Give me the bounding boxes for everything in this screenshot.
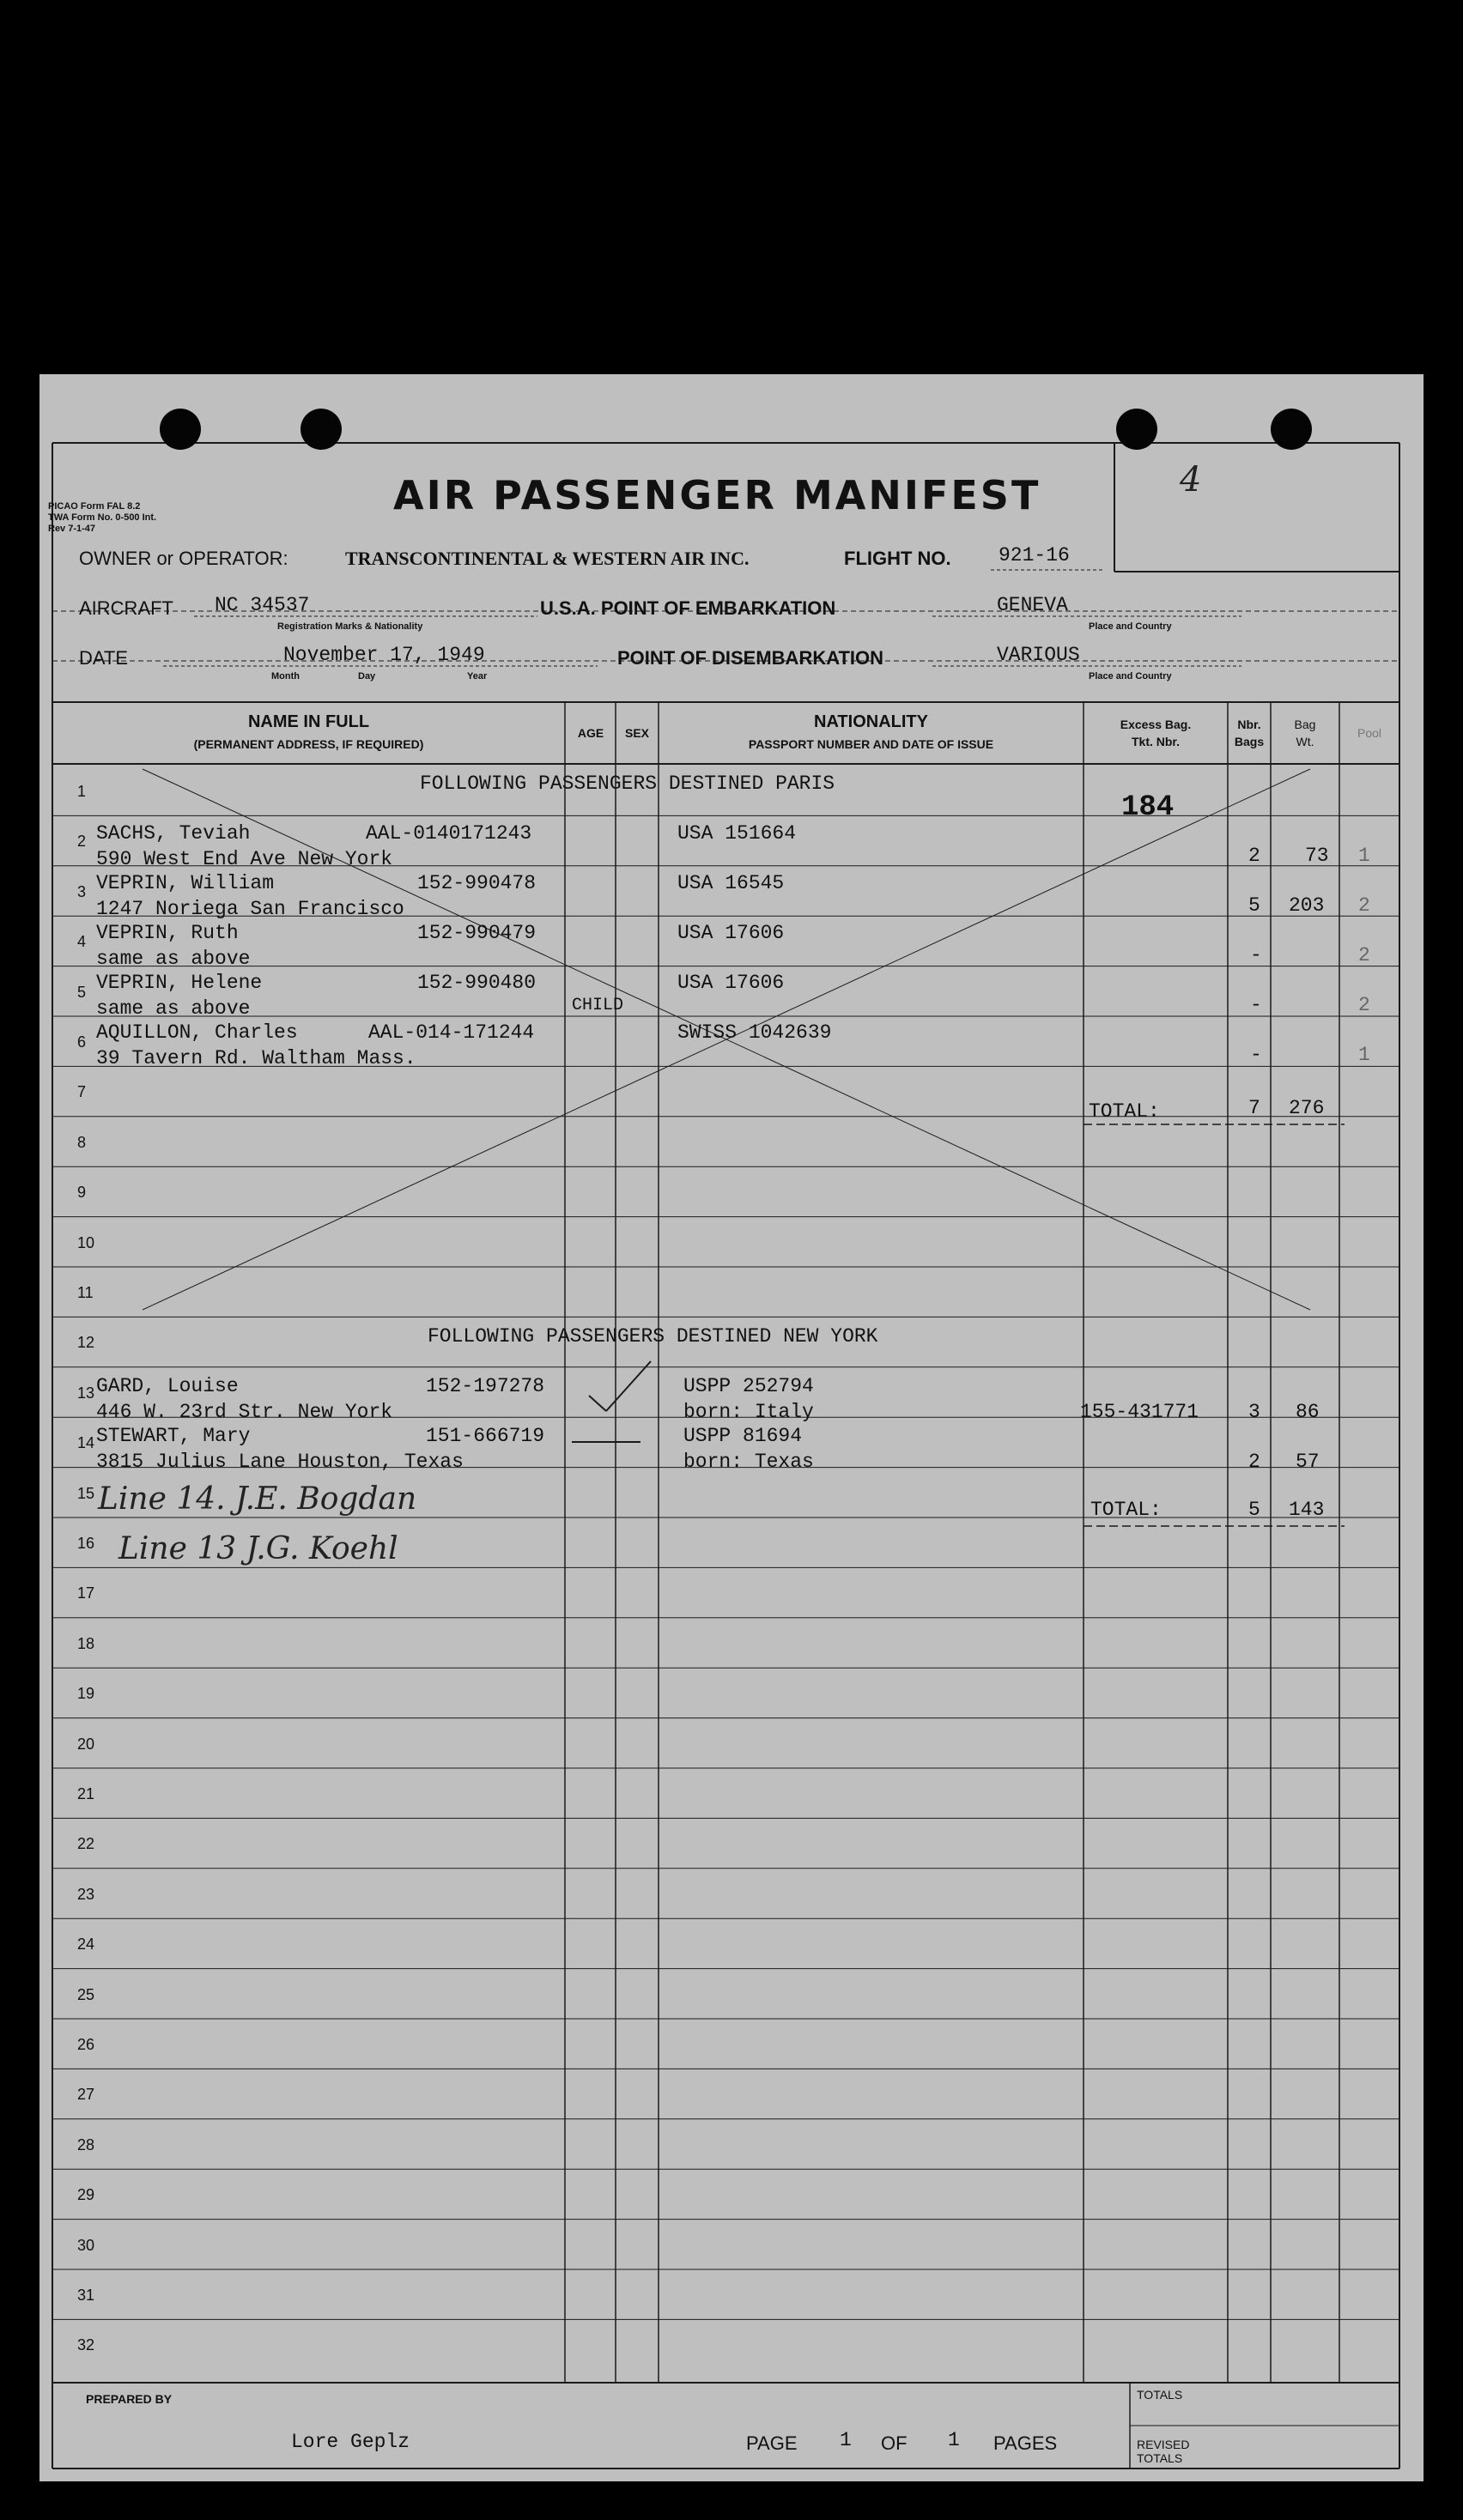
sex-header: SEX	[624, 726, 649, 740]
passenger-name: VEPRIN, William	[96, 872, 275, 894]
row-number: 11	[77, 1284, 94, 1301]
page-title: AIR PASSENGER MANIFEST	[393, 472, 1041, 518]
bags-header: Nbr.	[1237, 718, 1261, 731]
aircraft-label: AIRCRAFT	[79, 597, 173, 619]
total-paris-bags: 7	[1248, 1097, 1260, 1119]
embark-value: GENEVA	[997, 594, 1068, 616]
total-paris-weight: 276	[1289, 1097, 1325, 1119]
name-header: NAME IN FULL	[247, 712, 370, 731]
punch-hole	[1116, 409, 1157, 450]
embark-label: U.S.A. POINT OF EMBARKATION	[540, 597, 836, 619]
row-number: 25	[77, 1985, 95, 2003]
passenger-pool: 2	[1358, 944, 1370, 966]
passenger-address: 590 West End Ave New York	[96, 848, 393, 870]
date-value: November 17, 1949	[283, 644, 485, 666]
page-total: 1	[948, 2429, 960, 2451]
passenger-bags: 5	[1248, 894, 1260, 917]
disembark-value: VARIOUS	[997, 644, 1080, 666]
row-number: 15	[77, 1484, 95, 1502]
total-ny-label: TOTAL:	[1090, 1499, 1162, 1521]
row-number: 30	[77, 2236, 95, 2254]
form-code: PICAO Form FAL 8.2	[48, 501, 141, 512]
punch-hole	[300, 409, 342, 450]
row-number: 26	[77, 2036, 95, 2053]
section-new-york: FOLLOWING PASSENGERS DESTINED NEW YORK	[428, 1325, 878, 1348]
total-ny-bags: 5	[1248, 1499, 1260, 1521]
aircraft-sub: Registration Marks & Nationality	[277, 621, 423, 632]
row-number: 32	[77, 2336, 95, 2354]
owner-label: OWNER or OPERATOR:	[79, 548, 288, 569]
row-number: 27	[77, 2086, 95, 2104]
total-ny-weight: 143	[1289, 1499, 1325, 1521]
row-number: 2	[77, 833, 87, 851]
passenger-ticket: 151-666719	[426, 1425, 545, 1447]
row-number: 21	[77, 1785, 95, 1802]
row-number: 6	[77, 1033, 87, 1051]
check-mark	[589, 1396, 606, 1411]
passenger-ticket: 152-990480	[417, 972, 537, 994]
row-number: 7	[77, 1083, 87, 1101]
manifest-sheet	[39, 374, 1424, 2481]
form-code: Rev 7-1-47	[48, 524, 96, 534]
row-number: 31	[77, 2287, 95, 2304]
pool-header: Pool	[1357, 726, 1382, 740]
prepared-by-label: PREPARED BY	[86, 2392, 173, 2406]
name-subheader: (PERMANENT ADDRESS, IF REQUIRED)	[193, 737, 424, 751]
totals-label: TOTALS	[1137, 2388, 1183, 2402]
row-number: 17	[77, 1584, 95, 1602]
passenger-nationality: SWISS 1042639	[677, 1021, 832, 1044]
passenger-bags: 3	[1248, 1401, 1260, 1423]
passenger-weight: 57	[1296, 1451, 1320, 1473]
row-number: 13	[77, 1384, 95, 1402]
place-country-label: Place and Country	[1089, 671, 1172, 681]
nationality-subheader: PASSPORT NUMBER AND DATE OF ISSUE	[748, 737, 994, 751]
row-number: 29	[77, 2186, 95, 2204]
child-note: CHILD	[572, 996, 624, 1015]
check-mark	[606, 1361, 651, 1411]
excess-ticket: 155-431771	[1080, 1401, 1199, 1423]
passenger-nationality: USPP 252794	[683, 1375, 814, 1397]
passenger-address: 1247 Noriega San Francisco	[96, 898, 404, 920]
row-number: 1	[77, 783, 87, 800]
flight-label: FLIGHT NO.	[844, 548, 951, 569]
age-header: AGE	[577, 726, 604, 740]
passenger-address: 39 Tavern Rd. Waltham Mass.	[96, 1047, 416, 1069]
passenger-ticket: 152-990478	[417, 872, 537, 894]
passenger-name: VEPRIN, Helene	[96, 972, 263, 994]
passenger-bags: 2	[1248, 1451, 1260, 1473]
passenger-name: STEWART, Mary	[96, 1425, 251, 1447]
passenger-address: same as above	[96, 948, 251, 970]
of-label: OF	[881, 2432, 908, 2454]
handwritten-note-line16: Line 13 J.G. Koehl	[118, 1531, 398, 1566]
passenger-name: AQUILLON, Charles	[96, 1021, 298, 1044]
row-number: 24	[77, 1935, 95, 1954]
row-number: 5	[77, 983, 87, 1001]
owner-value: TRANSCONTINENTAL & WESTERN AIR INC.	[345, 548, 750, 569]
row-number: 8	[77, 1133, 87, 1151]
passenger-name: GARD, Louise	[96, 1375, 239, 1397]
row-number: 14	[77, 1434, 95, 1452]
form-code: TWA Form No. 0-500 Int.	[48, 512, 157, 523]
passenger-ticket: 152-197278	[426, 1375, 545, 1397]
date-year-label: Year	[467, 671, 488, 681]
passenger-pool: 2	[1358, 994, 1370, 1016]
passenger-ticket: AAL-0140171243	[366, 822, 532, 845]
disembark-label: POINT OF DISEMBARKATION	[617, 647, 884, 669]
row-number: 4	[77, 933, 87, 951]
bags-subheader: Bags	[1234, 735, 1265, 748]
excess-header: Excess Bag.	[1120, 718, 1192, 731]
passenger-pool: 2	[1358, 894, 1370, 917]
page-number: 1	[840, 2429, 852, 2451]
preparer-name: Lore Geplz	[291, 2431, 410, 2453]
passenger-weight: 73	[1305, 845, 1329, 867]
row-number: 3	[77, 882, 87, 900]
passenger-nationality: USA 17606	[677, 972, 785, 994]
row-number: 18	[77, 1634, 95, 1652]
date-month-label: Month	[271, 671, 300, 681]
row-number: 10	[77, 1233, 95, 1251]
passenger-nationality: USA 17606	[677, 922, 785, 944]
revised-totals-label: TOTALS	[1137, 2451, 1183, 2465]
weight-subheader: Wt.	[1296, 735, 1314, 748]
nationality-header: NATIONALITY	[814, 712, 928, 731]
passenger-weight: 86	[1296, 1401, 1320, 1423]
date-day-label: Day	[358, 671, 376, 681]
passenger-pool: 1	[1358, 845, 1370, 867]
passenger-nationality: USPP 81694	[683, 1425, 803, 1447]
passenger-pool: 1	[1358, 1044, 1370, 1066]
row-number: 22	[77, 1835, 95, 1853]
passenger-bags: -	[1250, 1044, 1262, 1066]
passenger-bags: 2	[1248, 845, 1260, 867]
passenger-ticket: AAL-014-171244	[368, 1021, 535, 1044]
passenger-address: same as above	[96, 997, 251, 1020]
passenger-address: 3815 Julius Lane Houston, Texas	[96, 1451, 464, 1473]
passenger-bags: -	[1250, 994, 1262, 1016]
passenger-name: SACHS, Teviah	[96, 822, 251, 845]
row-number: 16	[77, 1535, 95, 1552]
passenger-born: born: Italy	[683, 1401, 814, 1423]
handwritten-note-line15: Line 14. J.E. Bogdan	[98, 1481, 417, 1517]
excess-subheader: Tkt. Nbr.	[1131, 735, 1180, 748]
total-paris-label: TOTAL:	[1089, 1100, 1160, 1123]
punch-hole	[1271, 409, 1312, 450]
punch-hole	[160, 409, 201, 450]
section-paris: FOLLOWING PASSENGERS DESTINED PARIS	[420, 772, 835, 795]
date-label: DATE	[79, 647, 129, 669]
flight-value: 921-16	[999, 544, 1070, 566]
passenger-nationality: USA 151664	[677, 822, 797, 845]
passenger-name: VEPRIN, Ruth	[96, 922, 239, 944]
weight-header: Bag	[1294, 718, 1316, 731]
corner-number: 4	[1180, 460, 1202, 500]
pages-label: PAGES	[993, 2432, 1058, 2454]
revised-totals-label: REVISED	[1137, 2438, 1190, 2451]
aircraft-value: NC 34537	[215, 594, 310, 616]
passenger-born: born: Texas	[683, 1451, 814, 1473]
row-number: 9	[77, 1184, 87, 1202]
place-country-label: Place and Country	[1089, 621, 1172, 632]
row-number: 28	[77, 2135, 95, 2154]
passenger-ticket: 152-990479	[417, 922, 537, 944]
page-label: PAGE	[746, 2432, 798, 2454]
row-number: 19	[77, 1685, 95, 1703]
passenger-address: 446 W. 23rd Str. New York	[96, 1401, 393, 1423]
row-number: 23	[77, 1885, 95, 1903]
passenger-nationality: USA 16545	[677, 872, 785, 894]
row-number: 20	[77, 1735, 95, 1753]
row-number: 12	[77, 1334, 95, 1352]
paris-ticket: 184	[1121, 791, 1175, 824]
passenger-bags: -	[1250, 944, 1262, 966]
passenger-weight: 203	[1289, 894, 1325, 917]
